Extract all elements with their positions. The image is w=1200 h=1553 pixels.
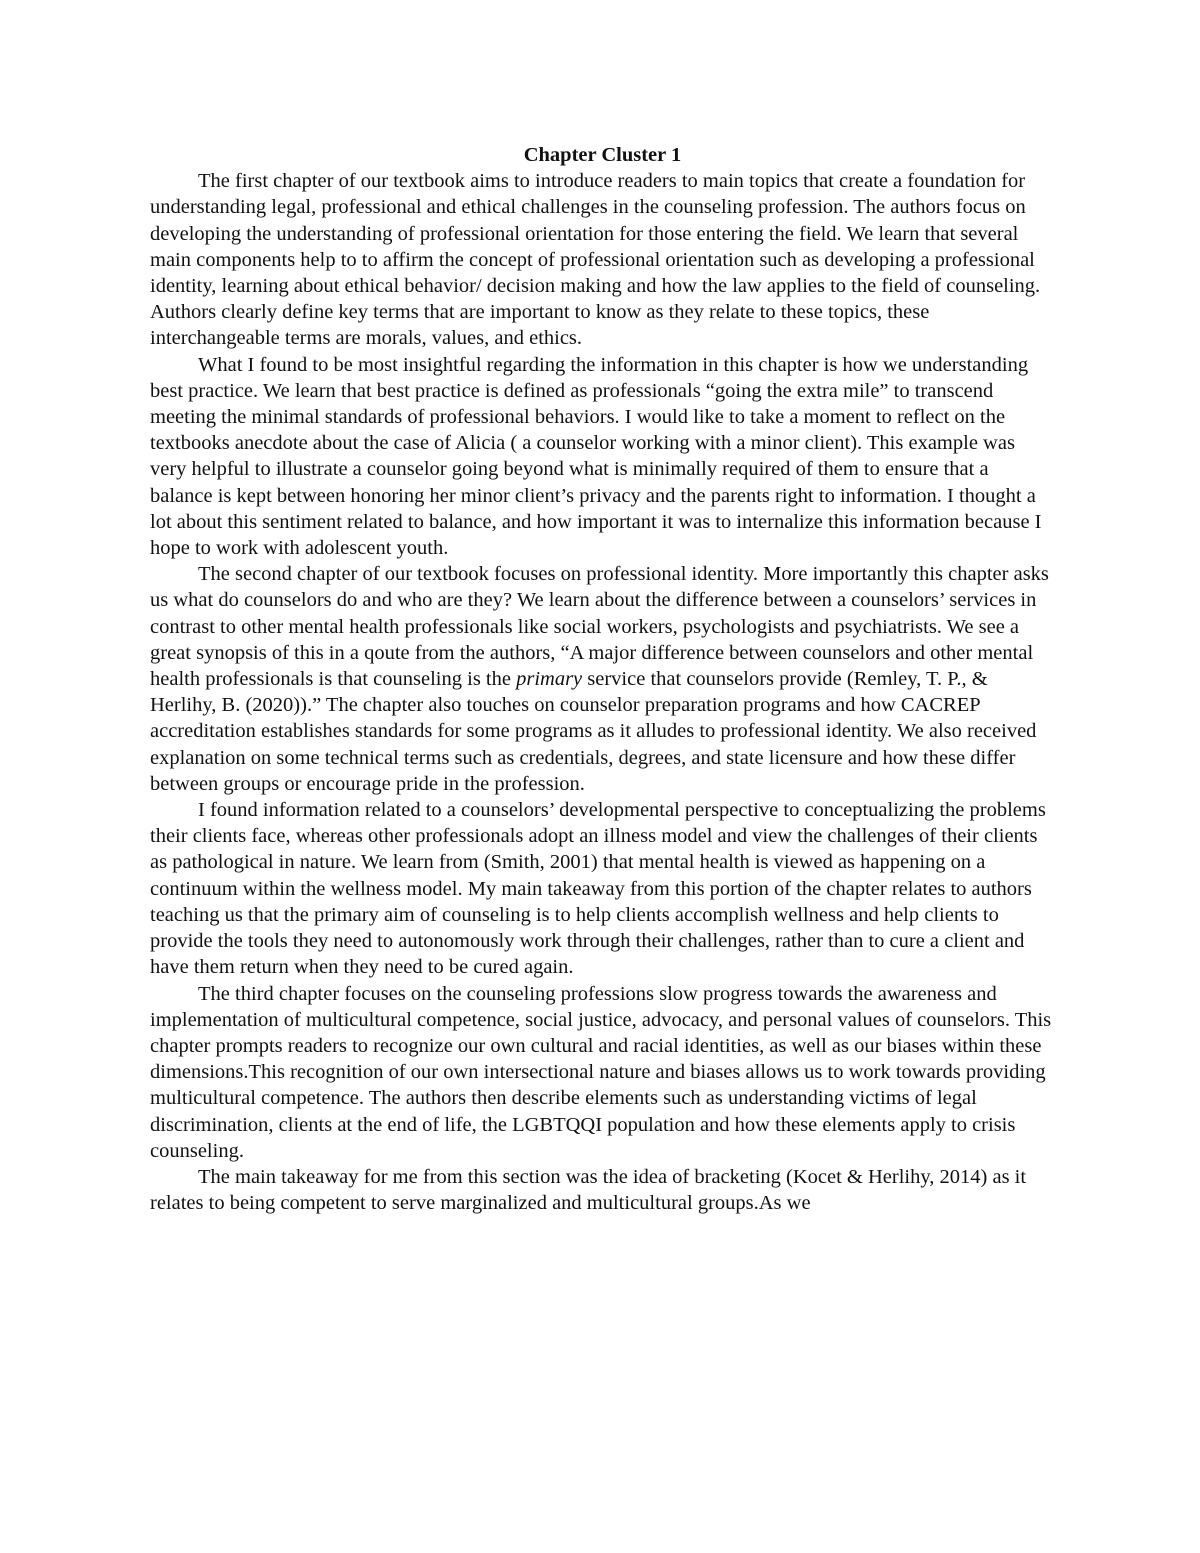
paragraph-best-practice-reflection: What I found to be most insightful regarding the information in this chapter is how we understanding best practice. We learn that best practice is defined as professionals “going the extra mile” to transcend meeting the minimal standards of professional behaviors. I would like to take a moment to reflect on the textbooks anecdote about the case of Alicia ( a counselor working with a minor client). This example was very helpful to illustrate a counselor going beyond what is minimally required of them to ensure that a balance is kept between honoring her minor client’s privacy and the parents right to information. I thought a lot about this sentiment related to balance, and how important it was to internalize this information because I hope to work with adolescent youth. <box>150 353 1042 560</box>
paragraph-chapter-one-summary: The first chapter of our textbook aims to introduce readers to main topics that create a foundation for understanding legal, professional and ethical challenges in the counseling profession. The authors focus on developing the understanding of professional orientation for those entering the field. We learn that several main components help to to affirm the concept of professional orientation such as developing a professional identity, learning about ethical behavior/ decision making and how the law applies to the field of counseling. Authors clearly define key terms that are important to know as they relate to these topics, these interchangeable terms are morals, values, and ethics. <box>150 170 1041 350</box>
paragraph-chapter-three-summary: The third chapter focuses on the counseling professions slow progress towards the awareness and implementation of multicultural competence, social justice, advocacy, and personal values of counselors. This chapter prompts readers to recognize our own cultural and racial identities, as well as our biases within these dimensions.This recognition of our own intersectional nature and biases allows us to work towards providing multicultural competence. The authors then describe elements such as understanding victims of legal discrimination, clients at the end of life, the LGBTQQI population and how these elements apply to crisis counseling. <box>150 982 1052 1162</box>
document-body <box>150 142 1055 1216</box>
paragraph-chapter-two-summary <box>150 561 1055 797</box>
paragraph-developmental-perspective: I found information related to a counselors’ developmental perspective to conceptualizing the problems their clients face, whereas other professionals adopt an illness model and view the challenges of their clients as pathological in nature. We learn from (Smith, 2001) that mental health is viewed as happening on a continuum within the wellness model. My main takeaway from this portion of the chapter relates to authors teaching us that the primary aim of counseling is to help clients accomplish wellness and help clients to provide the tools they need to autonomously work through their challenges, rather than to cure a client and have them return when they need to be cured again. <box>150 799 1046 979</box>
paragraph-text-before: The second chapter of our textbook focuses on professional identity. More importantly this chapter asks us what do counselors do and who are they? We learn about the difference between a counselors’ services in contrast to other mental health professionals like social workers, psychologists and psychiatrists. We see a great synopsis of this in a qoute from the authors, “A major difference between counselors and other mental health professionals is that counseling is the <box>150 563 1049 691</box>
page-title: Chapter Cluster 1 <box>523 144 682 166</box>
paragraph-bracketing-takeaway: The main takeaway for me from this section was the idea of bracketing (Kocet & Herlihy, 2014) as it relates to being competent to serve marginalized and multicultural groups.As we <box>150 1165 1027 1215</box>
emphasized-word: primary <box>516 668 583 691</box>
paragraph-text-after: service that counselors provide (Remley, T. P., & Herlihy, B. (2020)).” The chapter also touches on counselor preparation programs and how CACREP accreditation establishes standards for some programs as it alludes to professional identity. We also received explanation on some technical terms such as credentials, degrees, and state licensure and how these differ between groups or encourage pride in the profession. <box>150 668 1037 795</box>
